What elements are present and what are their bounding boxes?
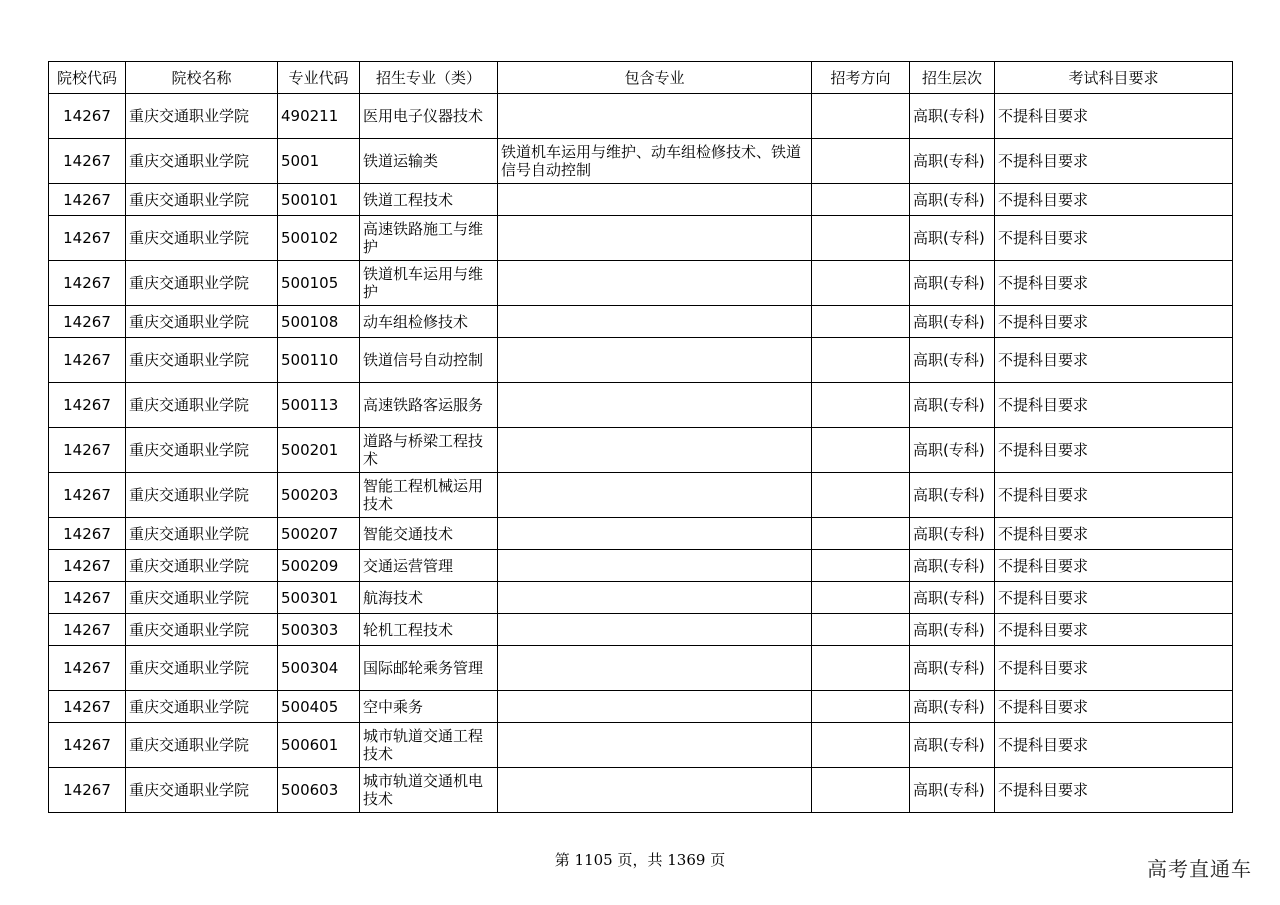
cell-level: 高职(专科) [910,261,995,306]
cell-requirement: 不提科目要求 [995,306,1233,338]
cell-inst-name: 重庆交通职业学院 [126,306,278,338]
cell-major: 动车组检修技术 [360,306,498,338]
cell-major: 国际邮轮乘务管理 [360,646,498,691]
cell-inst-code: 14267 [49,383,126,428]
cell-inst-code: 14267 [49,614,126,646]
cell-major: 城市轨道交通机电技术 [360,768,498,813]
cell-requirement: 不提科目要求 [995,723,1233,768]
table-row [49,582,1233,614]
cell-included [498,94,812,139]
table-row [49,184,1233,216]
cell-major: 智能工程机械运用技术 [360,473,498,518]
table-row [49,473,1233,518]
cell-major: 铁道机车运用与维护 [360,261,498,306]
header-inst-name: 院校名称 [126,62,278,94]
cell-inst-name: 重庆交通职业学院 [126,428,278,473]
cell-direction [812,518,910,550]
cell-major-code: 5001 [278,139,360,184]
cell-included [498,614,812,646]
cell-inst-code: 14267 [49,338,126,383]
cell-direction [812,768,910,813]
table-row [49,614,1233,646]
cell-major: 轮机工程技术 [360,614,498,646]
cell-major-code: 500209 [278,550,360,582]
cell-requirement: 不提科目要求 [995,383,1233,428]
cell-major: 高速铁路施工与维护 [360,216,498,261]
cell-major: 城市轨道交通工程技术 [360,723,498,768]
cell-included [498,261,812,306]
cell-requirement: 不提科目要求 [995,184,1233,216]
cell-major-code: 500113 [278,383,360,428]
cell-requirement: 不提科目要求 [995,518,1233,550]
cell-major-code: 500201 [278,428,360,473]
table-row [49,94,1233,139]
cell-requirement: 不提科目要求 [995,550,1233,582]
cell-inst-code: 14267 [49,306,126,338]
cell-requirement: 不提科目要求 [995,428,1233,473]
cell-included [498,691,812,723]
table-row [49,216,1233,261]
table-row [49,306,1233,338]
table-body [49,94,1233,813]
cell-level: 高职(专科) [910,184,995,216]
cell-inst-code: 14267 [49,691,126,723]
cell-direction [812,338,910,383]
cell-direction [812,306,910,338]
cell-direction [812,473,910,518]
admissions-table [48,61,1233,813]
cell-level: 高职(专科) [910,306,995,338]
cell-level: 高职(专科) [910,723,995,768]
cell-included [498,723,812,768]
cell-direction [812,646,910,691]
cell-inst-code: 14267 [49,473,126,518]
cell-requirement: 不提科目要求 [995,582,1233,614]
header-row [49,62,1233,94]
cell-major: 智能交通技术 [360,518,498,550]
cell-level: 高职(专科) [910,216,995,261]
cell-major: 高速铁路客运服务 [360,383,498,428]
cell-inst-name: 重庆交通职业学院 [126,582,278,614]
cell-major: 道路与桥梁工程技术 [360,428,498,473]
cell-requirement: 不提科目要求 [995,139,1233,184]
cell-inst-name: 重庆交通职业学院 [126,614,278,646]
cell-direction [812,428,910,473]
cell-level: 高职(专科) [910,428,995,473]
cell-major: 铁道信号自动控制 [360,338,498,383]
cell-requirement: 不提科目要求 [995,614,1233,646]
cell-requirement: 不提科目要求 [995,338,1233,383]
header-major-code: 专业代码 [278,62,360,94]
cell-included [498,646,812,691]
cell-included [498,184,812,216]
cell-inst-name: 重庆交通职业学院 [126,216,278,261]
header-inst-code: 院校代码 [49,62,126,94]
cell-level: 高职(专科) [910,383,995,428]
cell-direction [812,261,910,306]
cell-inst-name: 重庆交通职业学院 [126,139,278,184]
table-row [49,550,1233,582]
page-footer: 第 1105 页，共 1369 页 [554,851,726,869]
cell-direction [812,383,910,428]
cell-level: 高职(专科) [910,550,995,582]
cell-direction [812,216,910,261]
header-level: 招生层次 [910,62,995,94]
cell-requirement: 不提科目要求 [995,216,1233,261]
table-row [49,691,1233,723]
table-row [49,646,1233,691]
cell-inst-code: 14267 [49,184,126,216]
cell-direction [812,139,910,184]
cell-inst-name: 重庆交通职业学院 [126,550,278,582]
header-direction: 招考方向 [812,62,910,94]
cell-level: 高职(专科) [910,94,995,139]
cell-major-code: 500108 [278,306,360,338]
cell-requirement: 不提科目要求 [995,261,1233,306]
table-row [49,338,1233,383]
table-row [49,518,1233,550]
cell-level: 高职(专科) [910,582,995,614]
cell-inst-name: 重庆交通职业学院 [126,383,278,428]
cell-direction [812,614,910,646]
cell-major-code: 500603 [278,768,360,813]
cell-inst-name: 重庆交通职业学院 [126,518,278,550]
cell-inst-code: 14267 [49,768,126,813]
table-row [49,768,1233,813]
watermark-text: 高考直通车 [1147,857,1252,881]
cell-inst-name: 重庆交通职业学院 [126,723,278,768]
cell-level: 高职(专科) [910,691,995,723]
cell-inst-code: 14267 [49,428,126,473]
cell-major-code: 500207 [278,518,360,550]
cell-major-code: 500601 [278,723,360,768]
cell-direction [812,723,910,768]
cell-level: 高职(专科) [910,139,995,184]
table-row [49,428,1233,473]
cell-requirement: 不提科目要求 [995,768,1233,813]
table-row [49,383,1233,428]
cell-included [498,582,812,614]
table-row [49,261,1233,306]
cell-direction [812,184,910,216]
cell-major: 空中乘务 [360,691,498,723]
cell-included [498,216,812,261]
cell-inst-name: 重庆交通职业学院 [126,646,278,691]
cell-included [498,338,812,383]
cell-inst-name: 重庆交通职业学院 [126,261,278,306]
cell-requirement: 不提科目要求 [995,691,1233,723]
cell-inst-code: 14267 [49,518,126,550]
cell-inst-code: 14267 [49,94,126,139]
cell-major: 医用电子仪器技术 [360,94,498,139]
cell-major-code: 500110 [278,338,360,383]
cell-included [498,383,812,428]
cell-requirement: 不提科目要求 [995,646,1233,691]
table-row [49,723,1233,768]
cell-major-code: 490211 [278,94,360,139]
cell-included [498,473,812,518]
cell-major-code: 500102 [278,216,360,261]
cell-included [498,550,812,582]
cell-inst-code: 14267 [49,723,126,768]
cell-level: 高职(专科) [910,614,995,646]
cell-level: 高职(专科) [910,646,995,691]
cell-requirement: 不提科目要求 [995,473,1233,518]
cell-requirement: 不提科目要求 [995,94,1233,139]
cell-major: 交通运营管理 [360,550,498,582]
cell-inst-code: 14267 [49,582,126,614]
cell-inst-name: 重庆交通职业学院 [126,768,278,813]
cell-inst-code: 14267 [49,139,126,184]
cell-major: 航海技术 [360,582,498,614]
cell-inst-name: 重庆交通职业学院 [126,94,278,139]
cell-level: 高职(专科) [910,338,995,383]
cell-major-code: 500105 [278,261,360,306]
header-included: 包含专业 [498,62,812,94]
cell-level: 高职(专科) [910,518,995,550]
cell-major-code: 500203 [278,473,360,518]
cell-inst-name: 重庆交通职业学院 [126,184,278,216]
header-requirement: 考试科目要求 [995,62,1233,94]
cell-inst-code: 14267 [49,261,126,306]
cell-included [498,306,812,338]
table-row [49,139,1233,184]
cell-major-code: 500101 [278,184,360,216]
cell-major: 铁道运输类 [360,139,498,184]
cell-inst-name: 重庆交通职业学院 [126,338,278,383]
cell-inst-name: 重庆交通职业学院 [126,473,278,518]
cell-direction [812,691,910,723]
cell-inst-name: 重庆交通职业学院 [126,691,278,723]
header-major: 招生专业（类） [360,62,498,94]
cell-inst-code: 14267 [49,550,126,582]
cell-major-code: 500303 [278,614,360,646]
cell-included [498,428,812,473]
cell-major-code: 500304 [278,646,360,691]
cell-included: 铁道机车运用与维护、动车组检修技术、铁道信号自动控制 [498,139,812,184]
cell-inst-code: 14267 [49,646,126,691]
cell-level: 高职(专科) [910,473,995,518]
cell-inst-code: 14267 [49,216,126,261]
cell-major-code: 500301 [278,582,360,614]
cell-major: 铁道工程技术 [360,184,498,216]
cell-direction [812,94,910,139]
cell-level: 高职(专科) [910,768,995,813]
cell-direction [812,582,910,614]
cell-included [498,768,812,813]
cell-major-code: 500405 [278,691,360,723]
cell-included [498,518,812,550]
cell-direction [812,550,910,582]
